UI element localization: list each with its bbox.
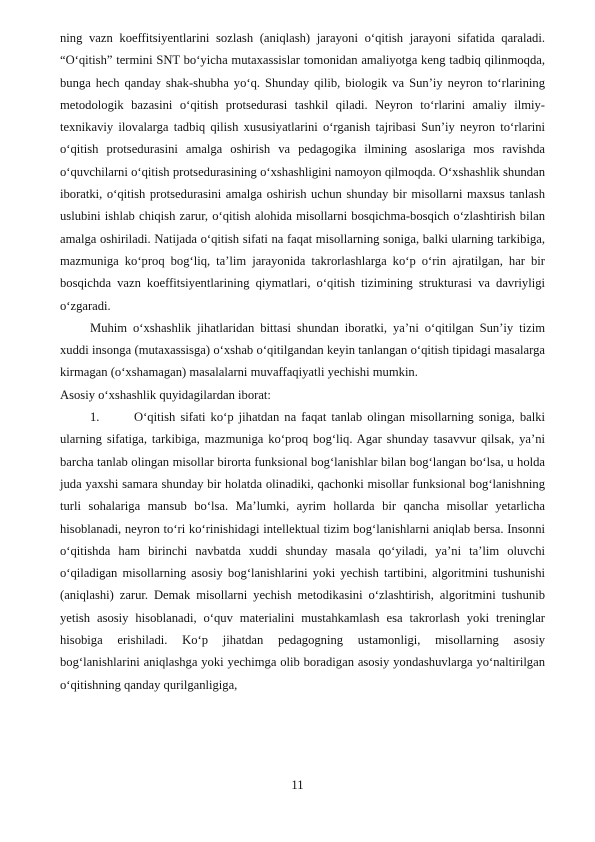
paragraph-continuation: ning vazn koeffitsiyentlarini sozlash (aniqlash) jarayoni o‘qitish jarayoni sifatida qaraladi. “O‘qitish” termini SNT bo‘yicha mutaxassislar tomonidan amaliyotga keng tadbiq qilinmoqda, bunga hech qanday shak-shubha yo‘q. Shunday qilib, biologik va Sun’iy neyron to‘rlarining metodologik bazasini o‘qitish protsedurasi tashkil qiladi. Neyron to‘rlarini amaliy ilmiy-texnikaviy ilovalarga tadbiq qilish xususiyatlarini o‘rganish tajribasi Sun’iy neyron to‘rlarini o‘qitish protsedurasini amalga oshirish va pedagogika ilmining asoslariga mos ravishda o‘quvchilarni o‘qitish protsedurasining o‘xshashligini namoyon qilmoqda. O‘xshashlik shundan iboratki, o‘qitish protsedurasini amalga oshirish uchun shunday bir misollarni maxsus tanlash uslubini ishlab chiqish zarur, o‘qitish alohida misollarni bosqichma-bosqich o‘zlashtirish bilan amalga oshiriladi. Natijada o‘qitish sifati na faqat misollarning soniga, balki ularning tarkibiga, mazmuniga ko‘proq bog‘liq, ta’lim jarayonida takrorlashlarga ko‘p o‘rin ajratilgan, har bir bosqichda vazn koeffitsiyentlarining qiymatlari, o‘qitish tizimining strukturasi va davriyligi o‘zgaradi. (60, 31, 545, 313)
list-item-text: O‘qitish sifati ko‘p jihatdan na faqat tanlab olingan misollarning soniga, balki ularning sifatiga, tarkibiga, mazmuniga ko‘proq bog‘liq. Agar shunday tasavvur qilsak, ya’ni barcha tanlab olingan misollar birorta funksional bog‘lanishlar bilan bog‘langan bo‘lsa, u holda juda yaxshi samara shunday bir holatda olinadiki, qachonki misollar funksional bog‘lanishning turli sohalariga mansub bo‘lsa. Ma’lumki, ayrim hollarda bir qancha misollar yetarlicha hisoblanadi, neyron to‘ri ko‘rinishidagi intellektual tizim bog‘lanishlarni aniqlab bersa. Insonni o‘qitishda ham birinchi navbatda xuddi shunday masala qo‘yiladi, ya’ni ta’lim oluvchi o‘qiladigan misollarning asosiy bog‘lanishlarini yoki yechish tartibini, algoritmini tushunishi (aniqlashi) zarur. Demak misollarni yechish metodikasini o‘zlashtirish, algoritmini tushunib yetish asosiy hisoblanadi, o‘quv materialini mustahkamlash esa takrorlash yoki treninglar hisobiga erishiladi. Ko‘p jihatdan pedagogning ustamonligi, misollarning asosiy bog‘lanishlarini aniqlashga yoki yechimga olib boradigan asosiy yondashuvlarga yo‘naltirilgan o‘qitishning qanday qurilganligiga, (60, 410, 545, 692)
paragraph-similarity: Muhim o‘xshashlik jihatlaridan bittasi shundan iboratki, ya’ni o‘qitilgan Sun’iy tizim xuddi insonga (mutaxassisga) o‘xshab o‘qitilgandan keyin tanlangan o‘qitish tipidagi masalarga kirmagan (o‘xshamagan) masalalarni muvaffaqiyatli yechishi mumkin. (60, 320, 545, 380)
page-number: 11 (291, 778, 304, 792)
body-text (60, 27, 545, 696)
paragraph-list-intro: Asosiy o‘xshashlik quyidagilardan iborat: (60, 387, 271, 402)
list-item-number: 1. (90, 410, 100, 425)
list-item (60, 406, 545, 696)
